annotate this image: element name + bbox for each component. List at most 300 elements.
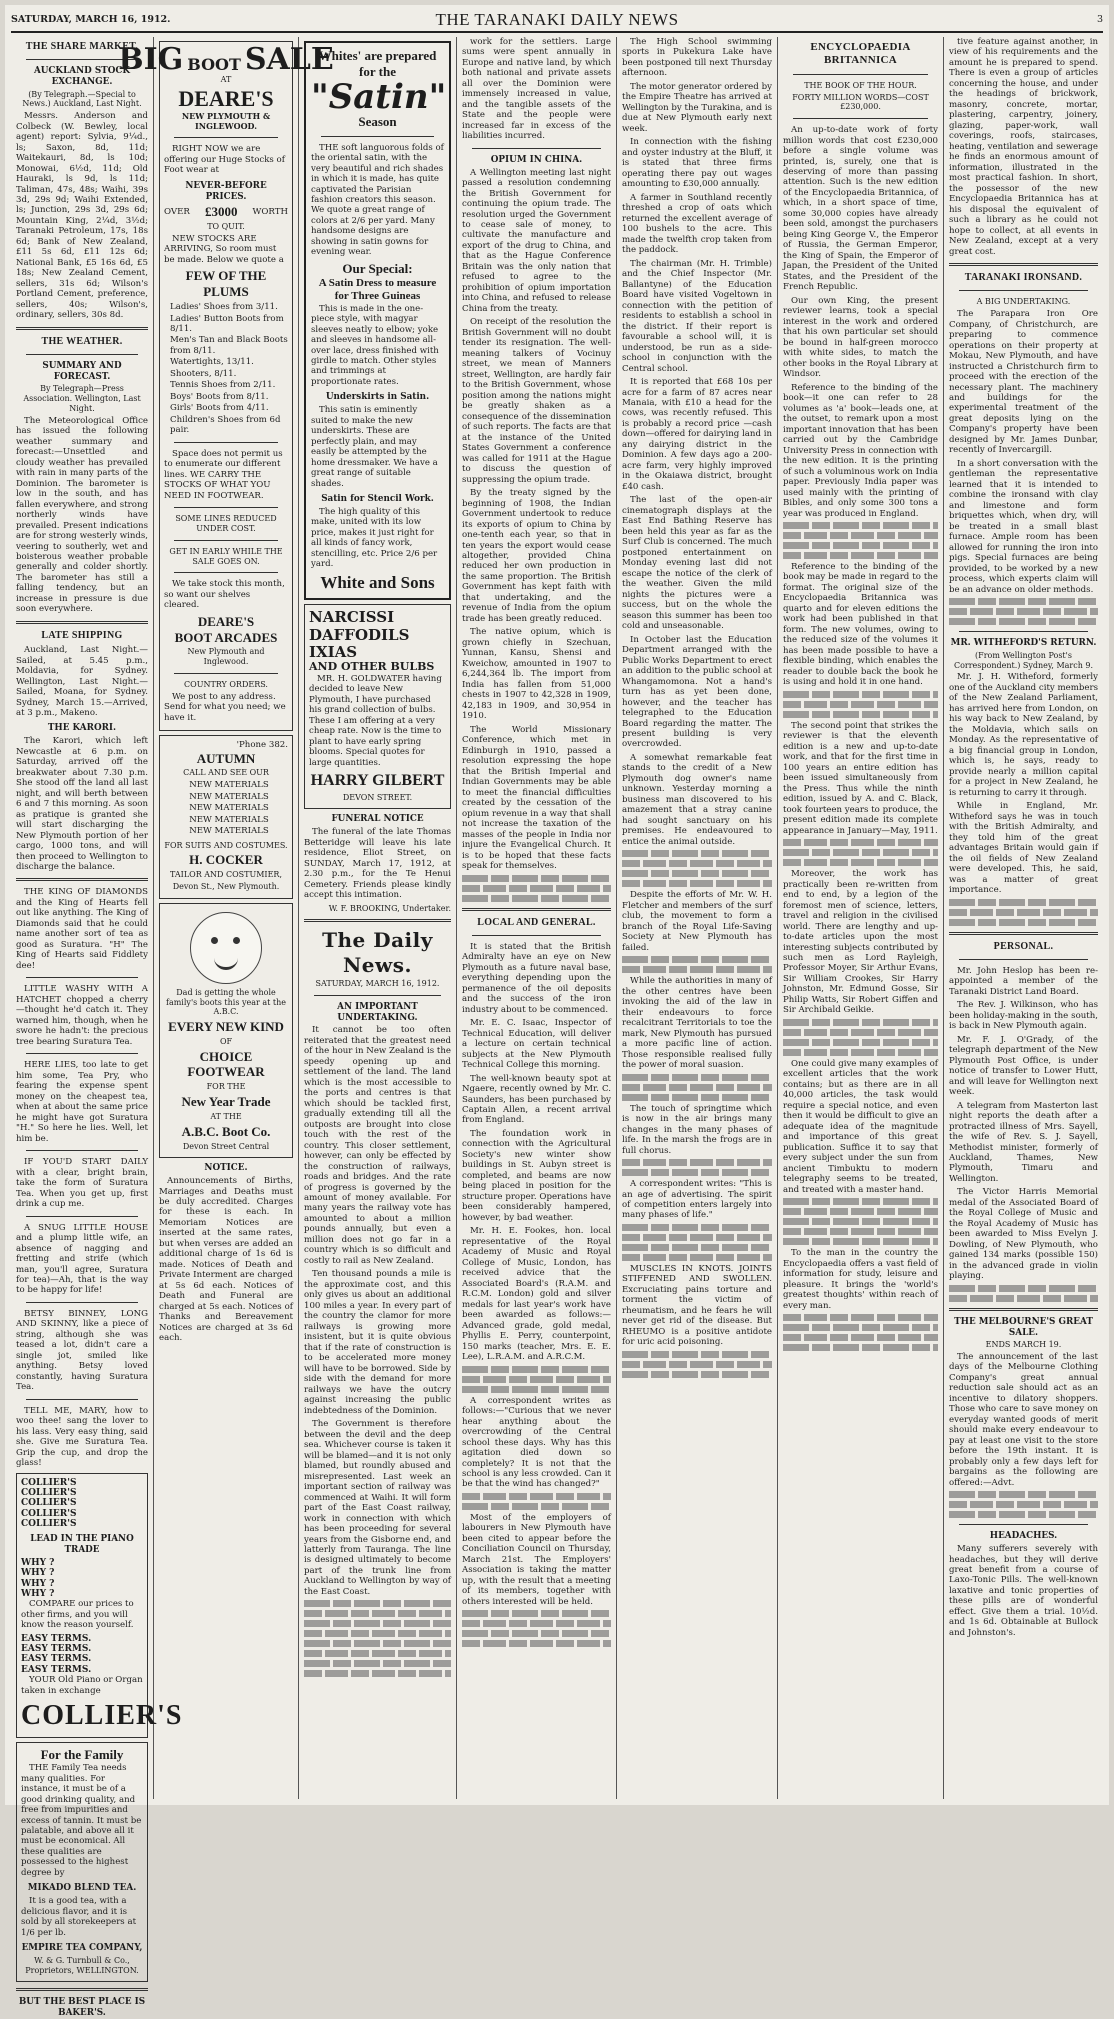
text-filler [304, 1640, 451, 1647]
text-filler [783, 1039, 938, 1046]
text-filler [622, 1094, 772, 1101]
column-1 [11, 37, 183, 2018]
list-item: Girls' Boots from 4/11. [170, 403, 269, 414]
text-filler [783, 859, 938, 866]
easy-terms-line: EASY TERMS. [21, 1633, 92, 1644]
exchange-heading: AUCKLAND STOCK EXCHANGE. [33, 66, 131, 87]
divider [26, 1216, 138, 1217]
text-filler [462, 1630, 611, 1637]
masthead-page-number: 3 [1096, 14, 1103, 26]
space-text: Space does not permit us to enumerate our different lines. WE CARRY THE STOCKS OF WHAT YOU NEED IN FOOTWEAR. [164, 448, 283, 501]
why-line: WHY ? [21, 1568, 55, 1579]
at-the-word: AT THE [210, 1111, 242, 1121]
share-heading: THE SHARE MARKET. [25, 41, 139, 52]
britannica-para: To the man in the country the Encyclopaedia offers a vast field of information for study, leisure and pleasure. It brings the 'world's greatest thoughts' within reach of every man. [783, 1248, 938, 1311]
text-filler [462, 1640, 611, 1647]
special-text: This is made in the one-piece style, with magyar sleeves neatly to elbow; yoke and sleeves in handsome all-over lace, dress finished with girdle to match. Other styles and trimmings at proportionate rates. [311, 303, 439, 387]
family-heading: For the Family [40, 1747, 124, 1763]
opium-heading: OPIUM IN CHINA. [490, 154, 583, 165]
easy-terms-line: EASY TERMS. [21, 1664, 92, 1675]
personal-para: The Rev. J. Wilkinson, who has been holiday-making in the south, is back in New Plymouth again. [949, 1000, 1098, 1032]
whites-text: THE soft languorous folds of the oriental satin, with the very beautiful and rich shades in which it is made, has quite captivated the Parisian fashion creators this season. We quote a great range of colors at 2/6 per yard. Many handsome designs are showing in satin gowns for evening wear. [311, 142, 444, 258]
column-4 [457, 37, 617, 1799]
divider [959, 1524, 1088, 1525]
big-word: BIG [118, 42, 184, 77]
divider [16, 327, 148, 330]
amount: £3000 [204, 204, 238, 220]
text-filler [783, 532, 938, 539]
verse: THE KING OF DIAMONDS and the King of Hearts fell out like anything. The King of Diamonds said that he could name another sort of tea as good as Suratura. "H" The King of Hearts said Fiddlety dee! [16, 887, 148, 971]
divider [472, 148, 601, 149]
witheford-heading: MR. WITHEFORD'S RETURN. [950, 638, 1097, 649]
dad-text: Dad is getting the whole family's boots this year at the A.B.C. [165, 987, 286, 1017]
text-filler [783, 1019, 938, 1026]
text-filler [622, 1224, 772, 1231]
piano-heading: LEAD IN THE PIANO TRADE [30, 1534, 134, 1556]
opium-para: A Wellington meeting last night passed a resolution condemning the British Government for continuing the opium trade. The resolution urged the Government to cease sale of money, to cultivate the manufacture and export of the drug to China, and that as the Hague Conference Britain was the only nation that refused to agree to the prohibition of opium importation into China, and refused to release China from the treaty. [462, 167, 611, 314]
list-item: NEW MATERIALS [189, 791, 269, 802]
text-filler [462, 875, 611, 882]
text-filler [949, 909, 1098, 916]
divider [174, 507, 278, 508]
britannica-heading: ENCYCLOPAEDIA BRITANNICA [810, 41, 911, 67]
plums-heading: FEW OF THE PLUMS [185, 268, 267, 300]
sale-word: SALE [244, 42, 334, 77]
for-suits-text: FOR SUITS AND COSTUMES. [164, 840, 288, 850]
harry-location: DEVON STREET. [342, 792, 413, 802]
exchange-byline: (By Telegraph.—Special to News.) Auckland, Last Night. [22, 89, 142, 109]
verse: A SNUG LITTLE HOUSE and a plump little wife, an absence of nagging and fretting and strife (which man, you'll agree, Suratura for tea)—Ah, that is the way to be happy for life! [16, 1222, 148, 1296]
witheford-para: While in England, Mr. Witheford says he was in touch with the British Admiralty, and they told him of the great advantages Britain would gain if the oil fields of New Zealand were developed. This, he said, was a matter of great importance. [949, 801, 1098, 896]
special-sub: A Satin Dress to measure for Three Guineas [318, 276, 437, 303]
list-item: Boys' Boots from 8/11. [170, 391, 269, 402]
abc-boot-co: A.B.C. Boot Co. [181, 1123, 271, 1139]
text-filler [783, 552, 938, 559]
why-line: WHY ? [21, 1588, 55, 1599]
text-filler [462, 1610, 611, 1617]
text-filler [949, 1295, 1098, 1302]
divider [174, 572, 278, 573]
local-para: It is reported that £68 10s per acre for a farm of 87 acres near Manaia, with £10 a head for the cows, was recently refused. This is probably a record price —cash down—offered for dairying land in any dairying district in the Dominion. A few days ago a 200-acre farm, very highly improved in the Okaiawa district, brought £40 cash. [622, 377, 772, 492]
text-filler [622, 1234, 772, 1241]
verse: HERE LIES, too late to get him some, Tea Pry, who fearing the expense spent money on the cheapest tea, when at about the same price he might have got Suratura "H." So here he lies. Well, let him be. [16, 1060, 148, 1144]
list-item: NEW MATERIALS [189, 803, 269, 814]
underskirts-heading: Underskirts in Satin. [325, 392, 430, 403]
text-filler [304, 1610, 451, 1617]
witheford-para: Mr. J. H. Witheford, formerly one of the Auckland city members of the New Zealand Parliament, has arrived here from London, on his way back to New Zealand, by the Moldavia, which sails on Monday. As the representative of a big financial group in London, which is, he says, ready to provide nearly a million capital for a project in New Zealand, he is returning to carry it through. [949, 672, 1098, 798]
ironsand-para: The Parapara Iron Ore Company, of Christchurch, are preparing to commence operations on their property at Mokau, New Plymouth, and have instructed a Christchurch firm to proceed with the erection of the necessary plant. The machinery and buildings for the experimental treatment of the great deposits lying on the Company's property have been designed by Mr. James Dunbar, recently of Invercargill. [949, 309, 1098, 456]
bulb-other: AND OTHER BULBS [309, 660, 435, 674]
plums-list [170, 302, 288, 436]
text-filler [949, 618, 1098, 625]
columns [11, 37, 1103, 2018]
local-para: The touch of springtime which is now in the air brings many changes in the many phases of life. In the marsh the frogs are in full chorus. [622, 1103, 772, 1156]
divider [174, 442, 278, 443]
divider [26, 354, 138, 355]
text-filler [622, 1074, 772, 1081]
whites-are-text: Whites' are prepared for the [318, 48, 437, 79]
old-piano-text: YOUR Old Piano or Organ taken in exchange [21, 1675, 143, 1696]
britannica-para: Our own King, the present reviewer learns, took a special interest in the work and ordered that his own particular set should be bound in half-green morocco with white sides, to match the other books in the Royal Library at Windsor. [783, 295, 938, 380]
deares-name-2: DEARE'S [197, 613, 255, 629]
divider [26, 1302, 138, 1303]
list-item: NEW MATERIALS [189, 780, 269, 791]
undertaking-heading: AN IMPORTANT UNDERTAKING. [337, 1001, 418, 1023]
verse: TELL ME, MARY, how to woo thee! sang the lover to his lass. Very easy thing, said she. Give me Suratura Tea. Grip the cup, and drop the glass! [16, 1405, 148, 1469]
season-word: Season [358, 113, 397, 129]
special-heading: Our Special: [342, 260, 413, 276]
colliers-line: COLLIER'S [21, 1477, 77, 1488]
undertaking-para: It cannot be too often reiterated that the greatest need of the hour in New Zealand is the speedy opening up and settlement of the land. The land which is the most accessible to the ports and centres is that which should be tackled first, gradually extending till all the outposts are brought into close touch with the rest of the country. This closer settlement, however, can only be effected by the construction of railways, roads and bridges. And the rate of progress is governed by the amount of money available. For many years the railway vote has amounted to about a million pounds annually, but even a million does not go far in a country which is so difficult and costly to rail as New Zealand. [304, 1025, 451, 1266]
cocker-title: TAILOR AND COSTUMIER, [169, 870, 282, 880]
easy-terms-line: EASY TERMS. [21, 1644, 92, 1655]
shipping-heading: LATE SHIPPING [41, 629, 123, 641]
article-para: work for the settlers. Large sums were spent annually in Europe and native land, by which both national and private assets all over the Dominion were immensely increased in value, and the tangible assets of the State and the people were increased far in excess of the liabilities incurred. [462, 37, 611, 142]
of-word: OF [219, 1036, 233, 1046]
for-the-word: FOR THE [206, 1082, 246, 1092]
cocker-location: Devon St., New Plymouth. [172, 882, 280, 891]
amount-line [164, 204, 288, 220]
weather-sub: SUMMARY AND FORECAST. [42, 361, 122, 382]
colliers-repeat [21, 1478, 143, 1530]
witheford-byline: (From Wellington Post's Correspondent.) Sydney, March 9. [953, 650, 1094, 670]
materials-list [170, 780, 288, 836]
divider [959, 290, 1088, 291]
boot-arcades: BOOT ARCADES [174, 629, 278, 645]
choice-footwear: CHOICE FOOTWEAR [187, 1048, 265, 1080]
text-filler [622, 1254, 772, 1261]
divider [462, 908, 611, 911]
divider [793, 118, 928, 119]
new-stocks-text: NEW STOCKS ARE ARRIVING, So room must be made. Below we quote a [164, 233, 284, 265]
stencil-heading: Satin for Stencil Work. [321, 494, 434, 505]
undertaking-para: Ten thousand pounds a mile is the approximate cost, and this only gives us about an additional 100 miles a year. In every part of the country the clamor for more railways is growing more insistent, but it is quite obvious that if the rate of construction is to be accelerated more money will have to be borrowed. Side by side with the demand for more railways we have the outcry against increasing the public indebtedness of the Dominion. [304, 1269, 451, 1416]
divider [26, 1053, 138, 1054]
notice-heading: NOTICE. [204, 1163, 248, 1174]
text-filler [304, 1630, 451, 1637]
compare-text: COMPARE our prices to other firms, and you will know the reason yourself. [21, 1599, 134, 1631]
daily-news-logo: The Daily News. [322, 928, 433, 977]
list-item: Watertights, 13/11. [170, 357, 254, 368]
karori-text: The Karori, which left Newcastle at 6 p.m. on Saturday, arrived off the breakwater about 7.30 p.m. She stood off the land all last night, and will berth between 6 and 7 this morning. As soon as pratique is granted she will start discharging the New Plymouth portion of her cargo, 1000 tons, and will then proceed to Wellington to discharge the balance. [16, 736, 148, 872]
text-filler [622, 1351, 772, 1358]
new-year-trade: New Year Trade [181, 1094, 271, 1110]
colliers-line: COLLIER'S [21, 1508, 77, 1519]
list-item: Tennis Shoes from 2/11. [170, 380, 276, 391]
verse: IF YOU'D START DAILY with a clear, bright brain, take the form of Suratura Tea. When you get up, first drink a cup me. [16, 1157, 148, 1210]
masthead [11, 9, 1103, 33]
verse: BETSY BINNEY, LONG AND SKINNY, like a piece of string, although she was teased a lot, didn't care a single jot, smiled like anything. Betsy loved constantly, having Suratura Tea. [16, 1308, 148, 1393]
notice-text: Announcements of Births, Marriages and Deaths must be duly accredited. Charges for these is each. In Memoriam Notices are inserted at the same rates, but when verses are added an additional charge of 1s 6d is made. Notices of Death and Private Interment are charged at 5s 6d each. Notices of Death and Funeral are charged at 5s each. Notices of Thanks and Bereavement Notices are charged at 3s 6d each. [159, 1176, 293, 1344]
boot-word: BOOT [187, 55, 241, 74]
weather-heading: THE WEATHER. [41, 335, 123, 347]
over-word: OVER [164, 206, 190, 217]
personal-para: Mr. F. J. O'Grady, of the telegraph department of the New Plymouth Post Office, is under notice of transfer to Lower Hutt, and will leave for Wellington next week. [949, 1034, 1098, 1098]
cocker-name: H. COCKER [189, 852, 263, 868]
divider [472, 935, 601, 936]
text-filler [783, 839, 938, 846]
text-filler [622, 956, 772, 963]
text-filler [304, 1600, 451, 1607]
exchange-text: Messrs. Anderson and Colbeck (W. Bewley, local agent) report: Sylvia, 9¼d., ls; Saxon, 8d, 11d; Waitekauri, 8d, ls 10d; Monowai, 6½d, 11d; Old Hauraki, ls 9d, ls 11d; Taliman, 47s, 48s; Waihi, 39s 3d, 29s 9d; Waihi Extended, ls; Junction, 29s 3d, 29s 6d; Mountain King, 2¼d, 3½d; Taranaki Petroleum, 17s, 18s 6d; Bank of New Zealand, £11 5s 6d, £11 12s 6d; National Bank, £5 16s 6d, £5 18s; New Zealand Cement, sellers, 31s 6d; Wilson's Portland Cement, preference, sellers, 40s; Wilson's, ordinary, sellers, 30s 8d. [16, 111, 148, 321]
divider [174, 137, 278, 138]
list-item: Ladies' Shoes from 3/11. [170, 302, 278, 313]
masthead-date: SATURDAY, MARCH 16, 1912. [11, 14, 171, 26]
to-quit-text: TO QUIT. [207, 222, 245, 232]
stencil-text: The high quality of this make, united with its low price, makes it just right for all kinds of fancy work, stencilling, etc. Price 2/6 per yard. [311, 506, 438, 570]
text-filler [783, 1324, 938, 1331]
deares-name: DEARE'S [178, 85, 274, 111]
autumn-heading: AUTUMN [196, 750, 256, 766]
personal-heading: PERSONAL. [993, 940, 1054, 952]
text-filler [949, 1491, 1098, 1498]
text-filler [622, 966, 772, 973]
text-filler [949, 608, 1098, 615]
rheumo-ad-text: MUSCLES IN KNOTS. JOINTS STIFFENED AND SWOLLEN. Excruciating pains torture and torment the victim of rheumatism, and he fears he will never get rid of the disease. But RHEUMO is a positive antidote for uric acid poisoning. [622, 1263, 772, 1348]
divider [26, 1399, 138, 1400]
divider [304, 919, 451, 922]
text-filler [949, 1285, 1098, 1292]
text-filler [622, 870, 772, 877]
abc-boot-ad [159, 903, 293, 1159]
best-place-text: BUT THE BEST PLACE IS BAKER'S. [18, 1997, 146, 2018]
easy-terms-line: EASY TERMS. [21, 1654, 92, 1665]
list-item: Men's Tan and Black Boots from 8/11. [170, 335, 288, 356]
text-filler [462, 1366, 611, 1373]
text-filler [783, 701, 938, 708]
text-filler [462, 1493, 611, 1500]
headaches-heading: HEADACHES. [989, 1531, 1058, 1542]
weather-text: The Meteorological Office has issued the following weather summary and forecast:—Unsettled and cloudy weather has prevailed with rain in many parts of the Dominion. The barometer is low in the south, and has fallen everywhere, and strong northerly winds have prevailed. Present indications are for strong westerly winds, veering to southerly, wet and boisterous weather probable generally and colder shortly. The barometer has still a falling tendency, but an increase in pressure is due soon everywhere. [16, 415, 148, 615]
local-para: Mr. E. C. Isaac, Inspector of Technical Education, will deliver a lecture on certain technical subjects at the New Plymouth Technical College this morning. [462, 1018, 611, 1071]
abc-location: Devon Street Central [182, 1141, 270, 1151]
text-filler [622, 880, 772, 887]
local-para: A correspondent writes: "This is an age of advertising. The spirit of competition enters largely into many phases of life." [622, 1179, 772, 1221]
divider [949, 932, 1098, 935]
britannica-para: One could give many examples of excellent articles that the work contains; but as there are in all 40,000 articles, the task would require a special notice, and even then it would be difficult to give an adequate idea of the magnitude and importance of this great publication. Suffice it to say that every subject under the sun from ancient Timbuktu to modern telegraphy seems to be treated, and treated with a master hand. [783, 1058, 938, 1195]
column-6 [778, 37, 944, 1799]
underskirts-text: This satin is eminently suited to make the new underskirts. These are perfectly plain, and may easily be attempted by the home dressmaker. We have a great range of suitable shades. [311, 405, 438, 489]
headaches-text: Many sufferers severely with headaches, but they will derive great benefit from a course of Laxo-Tonic Pills. The well-known laxative and tonic properties of these pills are of wonderful effect. Give them a trial. 10½d. and 1s 6d. Obtainable at Bullock and Johnston's. [949, 1544, 1098, 1638]
call-see-text: CALL AND SEE OUR [183, 768, 269, 778]
text-filler [304, 1660, 451, 1667]
why-line: WHY ? [21, 1557, 55, 1568]
colliers-line: COLLIER'S [21, 1498, 77, 1509]
mikado-heading: MIKADO BLEND TEA. [27, 1883, 137, 1894]
every-new-kind: EVERY NEW KIND [168, 1019, 284, 1034]
text-filler [783, 849, 938, 856]
text-filler [949, 899, 1098, 906]
britannica-continued-para: tive feature against another, in view of his requirements and the amount he is prepared to spend. There is even a group of articles concerning the house, and under the headings of brickwork, masonry, concrete, mortar, plastering, carpentry, joinery, glazing, paper-work, wall coverings, roofs, staircases, heating, ventilation and sewerage he finds an enormous amount of information, illustrated in the most practical fashion. In short, the possessor of the new Encyclopaedia Britannica has at his disposal the equivalent of such a library as he could not hope to collect, at all events in New Zealand, except at a very great cost. [949, 37, 1098, 257]
never-before-text: NEVER-BEFORE PRICES. [185, 180, 267, 202]
text-filler [462, 895, 611, 902]
big-boot-sale-title [118, 42, 334, 77]
bulbs-ad [304, 604, 451, 809]
text-filler [783, 1218, 938, 1225]
local-para: Mr. H. E. Fookes, hon. local representative of the Royal Academy of Music and Royal College of Music, London, has received advice that the Associated Board's (R.A.M. and R.C.M. London) gold and silver medals for last year's work have been awarded as follows:—Advanced grade, gold medal, Phyllis E. Perry, counterpoint, 150 marks (teacher, Mrs. E. E. Lee), L.R.A.M. and A.R.C.M. [462, 1226, 611, 1363]
melbourne-sub: ENDS MARCH 19. [985, 1340, 1062, 1350]
white-sons-name: White and Sons [320, 572, 435, 592]
opium-para: The World Missionary Conference, which met in Edinburgh in 1910, passed a resolution expressing the hope that the British Imperial and Indian Governments may be able to meet the financial difficulties created by the cessation of the opium revenue in a way that shall not increase the taxation of the masses of the people in India nor injure the Evangelical Church. It is to be hoped that these facts speak for themselves. [462, 724, 611, 872]
weather-byline: By Telegraph—Press Association. Wellington, Last Night. [23, 384, 141, 413]
local-para: In connection with the fishing and oyster industry at the Bluff, it is stated that three firms operating there pay out wages amounting to £30,000 annually. [622, 137, 772, 190]
arcades-location: New Plymouth and Inglewood. [187, 647, 265, 667]
britannica-para: An up-to-date work of forty million words that cost £230,000 before a single volume was printed, is, surely, one that is deserving of more than passing attention. Such is the new edition of the Encyclopaedia Britannica, of which, in a short space of time, some 30,000 copies have already been sold, amongst the purchasers being King George V., the Emperor of Russia, the German Emperor, the King of Spain, the Emperor of Japan, the President of the United States, and the President of the French Republic. [783, 125, 938, 293]
daily-news-date: SATURDAY, MARCH 16, 1912. [315, 979, 440, 989]
newspaper-page [5, 5, 1109, 2018]
text-filler [622, 860, 772, 867]
divider [174, 673, 278, 674]
personal-para: A telegram from Masterton last night reports the death after a protracted illness of Mrs. Sayell, the wife of Rev. S. J. Sayell, Methodist minister, formerly of Auckland, Thames, New Plymouth, Timaru and Wellington. [949, 1100, 1098, 1184]
text-filler [462, 885, 611, 892]
text-filler [304, 1650, 451, 1657]
text-filler [462, 1376, 611, 1383]
at-word: AT [220, 75, 232, 84]
text-filler [783, 1228, 938, 1235]
phone-number: 'Phone 382. [236, 740, 288, 751]
divider [949, 1308, 1098, 1311]
text-filler [783, 522, 938, 529]
text-filler [622, 1371, 772, 1378]
text-filler [622, 1244, 772, 1251]
column-5 [617, 37, 778, 1799]
country-orders-heading: COUNTRY ORDERS. [184, 679, 268, 689]
personal-para: Mr. John Heslop has been re-appointed a member of the Taranaki District Land Board. [949, 965, 1098, 997]
ironsand-sub: A BIG UNDERTAKING. [976, 297, 1071, 307]
list-item: Ladies' Button Boots from 8/11. [170, 313, 284, 334]
column-7 [944, 37, 1103, 1799]
local-para: While the authorities in many of the other centres have been invoking the aid of the law in their endeavours to force recalcitrant Territorials to toe the mark, New Plymouth has pursued a more pacific line of action. Those responsible realised fully the power of moral suasion. [622, 976, 772, 1071]
text-filler [622, 1084, 772, 1091]
empire-firm: W. & G. Turnbull & Co., Proprietors, WELLINGTON. [25, 1955, 139, 1975]
text-filler [622, 1159, 772, 1166]
bulbs-list [309, 609, 446, 673]
colliers-line: COLLIER'S [21, 1519, 77, 1530]
divider [321, 136, 434, 137]
text-filler [783, 1314, 938, 1321]
local-para: The High School swimming sports in Pukekura Lake have been postponed till next Thursday afternoon. [622, 37, 772, 79]
local-para: It is stated that the British Admiralty have an eye on New Plymouth as a future naval base, everything depending upon the permanence of the oil deposits and the success of the iron industry about to be commenced. [462, 941, 611, 1015]
divider [959, 631, 1088, 632]
text-filler [462, 1386, 611, 1393]
local-para: A farmer in Southland recently threshed a crop of oats which returned the excellent average of 100 bushels to the acre. This made the twelfth crop taken from the paddock. [622, 192, 772, 256]
local-para: The foundation work in connection with the Agricultural Society's new winter show buildings in St. Aubyn street is completed, and beams are now being placed in position for the structure proper. Operations have been considerably hampered, however, by bad weather. [462, 1128, 611, 1223]
text-filler [783, 1198, 938, 1205]
local-para: In October last the Education Department arranged with the Public Works Department to erect an addition to the public school at Whangamomona. Not a hand's turn has as yet been done, however, and the teacher has telegraphed to the Education Board regarding the matter. The present building is very overcrowded. [622, 634, 772, 750]
list-item: Shooters, 8/11. [170, 368, 237, 379]
local-para: Most of the employers of labourers in New Plymouth have been cited to appear before the Conciliation Council on Thursday, March 21st. The Employers' Association is taking the matter up, with the result that a meeting of its members, together with others interested will be held. [462, 1512, 611, 1607]
whites-satin-ad [304, 41, 451, 600]
text-filler [783, 1049, 938, 1056]
post-text: We post to any address. Send for what you need; we have it. [164, 691, 286, 723]
local-general-heading: LOCAL AND GENERAL. [477, 916, 596, 928]
brooking-signature: W. F. BROOKING, Undertaker. [328, 903, 451, 913]
text-filler [783, 1334, 938, 1341]
divider [16, 621, 148, 624]
text-filler [622, 850, 772, 857]
colliers-ad [16, 1473, 183, 1738]
text-filler [304, 1620, 451, 1627]
goldwater-text: MR. H. GOLDWATER having decided to leave New Plymouth, I have purchased his grand collection of bulbs. These I am offering at a very cheap rate. Now is the time to plant to have early spring blooms. Special quotes for large quantities. [309, 673, 442, 768]
text-filler [949, 1501, 1098, 1508]
list-item: NEW MATERIALS [189, 826, 269, 837]
text-filler [949, 919, 1098, 926]
local-para: Despite the efforts of Mr. W. H. Fletcher and members of the surf club, the movement to form a branch of the Royal Life-Saving Society at New Plymouth has failed. [622, 890, 772, 953]
family-text: THE Family Tea needs many qualities. For instance, it must be of a good drinking quality, and free from impurities and excess of tannin. It must be palatable, and above all it must be economical. All these qualities are possessed to the highest degree by [21, 1763, 142, 1878]
personal-para: The Victor Harris Memorial medal of the Associated Board of the Royal College of Music and the Royal Academy of Music has been awarded to Miss Evelyn J. Dowling, of New Plymouth, who gained 134 marks (possible 150) in the advanced grade in violin playing. [949, 1187, 1098, 1282]
divider [16, 878, 148, 881]
harry-gilbert-name: HARRY GILBERT [310, 772, 445, 790]
divider [314, 995, 441, 996]
ironsand-para: In a short conversation with the gentleman the representative learned that it is intended to combine the ironsand with clay and limestone and form briquettes which, when dry, will be treated in a small blast furnace. Ample room has been allowed for running the iron into pigs. Special furnaces are being provided, to be worked by a new process, which experts claim will be an advance on older methods. [949, 458, 1098, 595]
britannica-para: Moreover, the work has practically been re-written from end to end, by a legion of the foremost men of science, letters, travel and religion in the civilised world. There are lengthy and up-to-date articles upon the most interesting subjects contributed by such men as Lord Rayleigh, Professor Moyer, Sir Arthur Evans, Sir William Crookes, Sir Harry Johnston, Mr. Edmund Gosse, Sir Philip Watts, Sir Robert Giffen and Sir Archibald Geikie. [783, 869, 938, 1016]
easy-terms-list [21, 1634, 143, 1675]
britannica-para: Reference to the binding of the book—it one can refer to 28 volumes as 'a' book—leads one, at the outset, to remark upon a most important innovation that has been carried out by the Cambridge University Press in connection with the new edition. It is the printing of such a voluminous work on India paper. Previously India paper was used mainly with the printing of Bibles, and only some 300 tons a year was produced in England. [783, 382, 939, 519]
text-filler [622, 1169, 772, 1176]
text-filler [462, 1503, 611, 1510]
column-3 [299, 37, 457, 1799]
local-para: The chairman (Mr. H. Trimble) and the Chief Inspector (Mr. Ballantyne) of the Education Board have visited Vogeltown in connection with the petition of residents to establish a school in the district. If their report is favourable a school will, it is understood, be run as a side-school in conjunction with the Central school. [622, 258, 772, 374]
divider [959, 959, 1088, 960]
empire-heading: EMPIRE TEA COMPANY, [21, 1943, 143, 1954]
deares-location: NEW PLYMOUTH & INGLEWOOD. [181, 110, 271, 131]
ironsand-heading: TARANAKI IRONSAND. [964, 272, 1083, 284]
right-now-text: RIGHT NOW we are offering our Huge Stocks of Foot wear at [164, 144, 285, 176]
local-para: A somewhat remarkable feat stands to the credit of a New Plymouth dog owner's name unknown. Yesterday morning a business man discovered to his amazement that a stray canine had sought sanctuary on his premises. He endeavoured to entice the animal outside. [622, 752, 772, 847]
satin-word: "Satin" [311, 76, 447, 117]
list-item: Children's Shoes from 6d pair. [170, 414, 281, 436]
text-filler [622, 1361, 772, 1368]
why-list [21, 1558, 143, 1599]
divider [949, 263, 1098, 266]
text-filler [783, 1238, 938, 1245]
why-line: WHY ? [21, 1578, 55, 1589]
britannica-para: Reference to the binding of the book may be made in regard to the format. The original size of the Encyclopaedia Britannica was quarto and for eleven editions the work had been published in that form. The new volumes, owing to the reduced size of the volumes it has been made possible to have a flexible binding, which enables the reader to double back the book he is using and hold it in one hand. [783, 561, 938, 688]
funeral-heading: FUNERAL NOTICE [331, 814, 424, 825]
britannica-sub1: THE BOOK OF THE HOUR. [804, 80, 917, 90]
text-filler [949, 598, 1098, 605]
list-item: NEW MATERIALS [189, 814, 269, 825]
text-filler [949, 1511, 1098, 1518]
bulb-narcissi: NARCISSI [309, 608, 395, 627]
text-filler [462, 1620, 611, 1627]
some-lines-text: SOME LINES REDUCED UNDER COST. [175, 514, 277, 533]
text-filler [783, 691, 938, 698]
divider [174, 540, 278, 541]
cocker-ad [159, 735, 293, 899]
local-para: The last of the open-air cinematograph displays at the East End Bathing Reserve has been held this year as far as the Surf Club is concerned. The much postponed entertainment on Monday evening last did not escape the notice of the clerk of the weather. Given the mild nights the pictures were a success, but on the whole the season this summer has been too cold and unseasonable. [622, 495, 772, 632]
opium-para: By the treaty signed by the beginning of 1908, the Indian Government undertook to reduce its exports of opium to China by one-tenth each year, so that in ten years the export would cease altogether, provided China reduced her own production in the same proportion. The British Government has kept faith with that undertaking, and the revenue of India from the opium trade has been greatly reduced. [462, 488, 611, 624]
suratura-verses [16, 887, 148, 1468]
divider [16, 1988, 148, 1991]
divider [793, 74, 928, 75]
opium-para: The native opium, which is grown chiefly in Szechuan, Yunnan, Kansu, Shensi and Kweichow, amounted in 1907 to 6,244,364 lb. The import from India has fallen from 51,000 chests in 1907 to 42,328 in 1909, 42,183 in 1909, and 30,954 in 1910. [462, 627, 611, 722]
bulb-daffodils: DAFFODILS [309, 625, 410, 644]
baby-face-illustration [190, 912, 262, 984]
britannica-sub2: FORTY MILLION WORDS—COST £230,000. [792, 92, 929, 112]
masthead-title: THE TARANAKI DAILY NEWS [435, 9, 679, 29]
melbourne-heading: THE MELBOURNE'S GREAT SALE. [954, 1316, 1093, 1338]
text-filler [783, 711, 938, 718]
funeral-text: The funeral of the late Thomas Betteridge will leave his late residence, Eliot Street, on SUNDAY, March 17, 1912, at 2.30 p.m., for the Te Henui Cemetery. Friends please kindly accept this intimation. [304, 827, 451, 901]
text-filler [783, 1344, 938, 1351]
get-early-text: GET IN EARLY WHILE THE SALE GOES ON. [169, 546, 283, 566]
colliers-logo: COLLIER'S [21, 1700, 183, 1732]
local-para: The well-known beauty spot at Ngaere, recently owned by Mr. C. Saunders, has been purchased by Captain Allen, a recent arrival from England. [462, 1073, 611, 1126]
karori-heading: THE KARORI. [47, 723, 117, 734]
take-stock-text: We take stock this month, so want our shelves cleared. [164, 579, 285, 611]
opium-para: On receipt of the resolution the British Government will no doubt tender its resignation. The well-meaning talkers of Vocinuy street, we mean of Manners street, Wellington, are hardly fair to the British Government, whose position among the nations might be greatly shaken as a consequence of the dissemination of such reports. The facts are that at the instance of the United States Government a conference was called for 1911 at the Hague to discuss the question of suppressing the opium trade. [462, 317, 611, 485]
